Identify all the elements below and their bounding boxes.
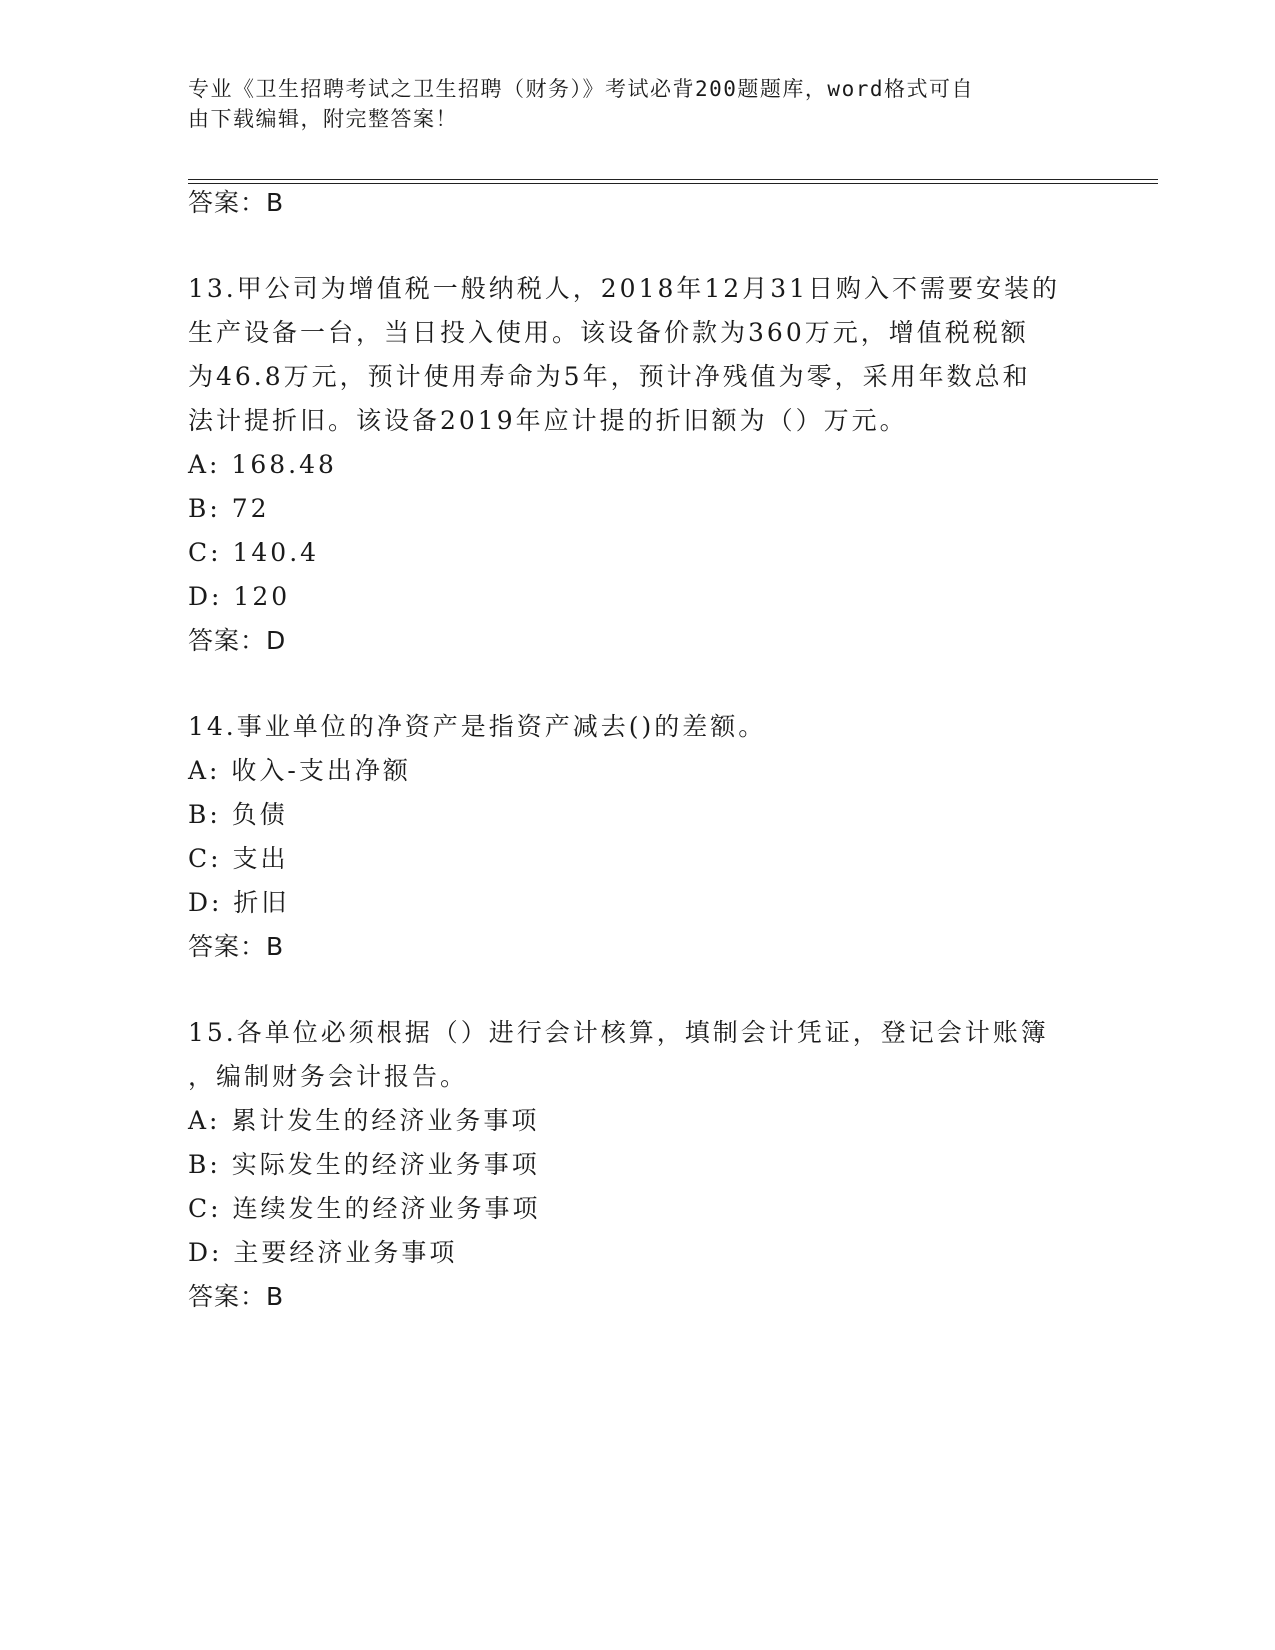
previous-answer: 答案：B (188, 188, 285, 217)
question-stem-line: 法计提折旧。该设备2019年应计提的折旧额为（）万元。 (188, 406, 908, 435)
answer: 答案：D (188, 626, 287, 655)
option-d: D: 120 (188, 582, 291, 611)
question-stem-line: 14.事业单位的净资产是指资产减去()的差额。 (188, 712, 767, 741)
question-stem-line: 13.甲公司为增值税一般纳税人，2018年12月31日购入不需要安装的 (188, 274, 1061, 303)
question-stem-line: 为46.8万元，预计使用寿命为5年，预计净残值为零，采用年数总和 (188, 362, 1031, 391)
header-divider-top (188, 179, 1158, 180)
option-a: A: 累计发生的经济业务事项 (188, 1106, 540, 1135)
option-d: D: 折旧 (188, 888, 290, 917)
option-c: C: 140.4 (188, 538, 320, 567)
option-a: A: 收入-支出净额 (188, 756, 411, 785)
option-b: B: 负债 (188, 800, 288, 829)
answer: 答案：B (188, 932, 285, 961)
answer: 答案：B (188, 1282, 285, 1311)
option-b: B: 实际发生的经济业务事项 (188, 1150, 540, 1179)
title-line-2: 由下载编辑，附完整答案！ (188, 107, 458, 131)
option-c: C: 支出 (188, 844, 289, 873)
title-line-1: 专业《卫生招聘考试之卫生招聘（财务）》考试必背200题题库，word格式可自 (188, 77, 974, 101)
option-c: C: 连续发生的经济业务事项 (188, 1194, 541, 1223)
option-a: A: 168.48 (188, 450, 337, 479)
option-d: D: 主要经济业务事项 (188, 1238, 458, 1267)
option-b: B: 72 (188, 494, 270, 523)
question-stem-line: 15.各单位必须根据（）进行会计核算，填制会计凭证，登记会计账簿 (188, 1018, 1049, 1047)
document-title (188, 74, 1088, 134)
question-stem-line: ，编制财务会计报告。 (188, 1062, 469, 1091)
header-divider-bottom (188, 183, 1158, 184)
question-stem-line: 生产设备一台，当日投入使用。该设备价款为360万元，增值税税额 (188, 318, 1029, 347)
